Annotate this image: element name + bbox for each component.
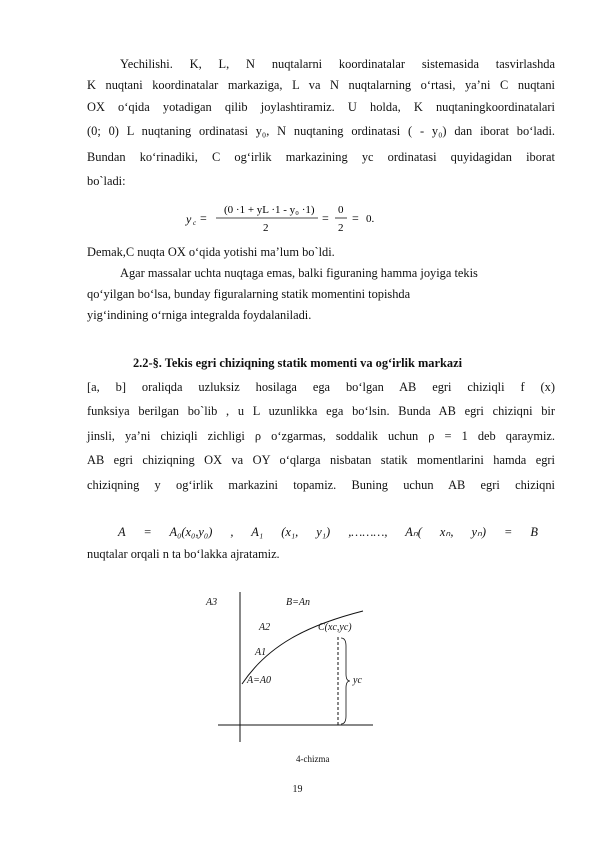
- formula-mid-numerator: 0: [338, 204, 344, 216]
- formula-numerator: (0 ·1 + yL ·1 - y₀ ·1): [224, 204, 315, 216]
- text-line: Yechilishi. K, L, N nuqtalarni koordinatalar sistemasida tasvirlashda: [120, 57, 555, 71]
- text-line: jinsli, ya’ni chiziqli zichligi ρ o‘zgarmas, soddalik uchun ρ = 1 deb qaraymiz.: [87, 429, 555, 443]
- text-line: [a, b] oraliqda uzluksiz hosilaga ega bo‘lgan AB egri chiziqli f (x): [87, 380, 555, 394]
- label-a3: A3: [206, 597, 218, 608]
- text-line: Agar massalar uchta nuqtaga emas, balki figuraning hamma joyiga tekis: [120, 266, 478, 280]
- figure-caption: 4-chizma: [296, 754, 330, 764]
- text-line: funksiya berilgan bo`lib , u L uzunlikka ega bo‘lsin. Bunda AB egri chiziqni bir: [87, 404, 555, 418]
- svg-text:=: =: [352, 211, 359, 225]
- section-heading: 2.2-§. Tekis egri chiziqning statik momenti va og‘irlik markazi: [132, 356, 463, 370]
- formula-mid-denominator: 2: [338, 222, 344, 233]
- formula-result: 0.: [366, 213, 375, 225]
- text-line: nuqtalar orqali n ta bo‘lakka ajratamiz.: [87, 547, 280, 561]
- label-b-an: B=An: [286, 597, 310, 608]
- text-line: (0; 0) L nuqtaning ordinatasi y₀, N nuqtaning ordinatasi ( - y₀) dan iborat bo‘ladi.: [87, 124, 555, 138]
- page-number: 19: [292, 784, 303, 795]
- label-yc: yc: [353, 675, 362, 686]
- text-line: Bundan ko‘rinadiki, C og‘irlik markazining yc ordinatasi quyidagidan iborat: [87, 150, 555, 164]
- text-line: chiziqning y og‘irlik markazini topamiz. Buning uchun AB egri chiziqni: [87, 478, 555, 492]
- label-a-a0: A=A0: [247, 675, 271, 686]
- formula-denominator: 2: [263, 222, 269, 233]
- text-line: Demak,C nuqta OX o‘qida yotishi ma’lum bo`ldi.: [87, 245, 335, 259]
- formula-lhs: y: [186, 212, 192, 226]
- text-line: K nuqtani koordinatalar markaziga, L va N nuqtalarning o‘rtasi, ya’ni C nuqtani: [87, 78, 555, 92]
- centroid-formula: [180, 203, 400, 233]
- svg-text:=: =: [322, 211, 329, 225]
- label-c-point: C(xc,yc): [318, 622, 352, 633]
- text-line: A = A₀(x₀,y₀) , A₁ (x₁, y₁) ,………, Aₙ( xₙ, yₙ) = B: [118, 525, 538, 539]
- text-line: OX o‘qida yotadigan qilib joylashtiramiz. U holda, K nuqtaningkoordinatalari: [87, 100, 555, 114]
- yc-brace: [341, 638, 350, 724]
- label-a2: A2: [259, 622, 271, 633]
- text-line: qo‘yilgan bo‘lsa, bunday figuralarning statik momentini topishda: [87, 287, 411, 301]
- svg-text:=: =: [200, 211, 207, 225]
- formula-c-sub: c: [193, 219, 197, 227]
- label-a1: A1: [255, 647, 267, 658]
- text-line: AB egri chiziqning OX va OY o‘qlarga nisbatan statik momentlarini hamda egri: [87, 453, 555, 467]
- text-line: yig‘indining o‘rniga integralda foydalaniladi.: [87, 308, 312, 322]
- text-line: bo`ladi:: [87, 174, 126, 188]
